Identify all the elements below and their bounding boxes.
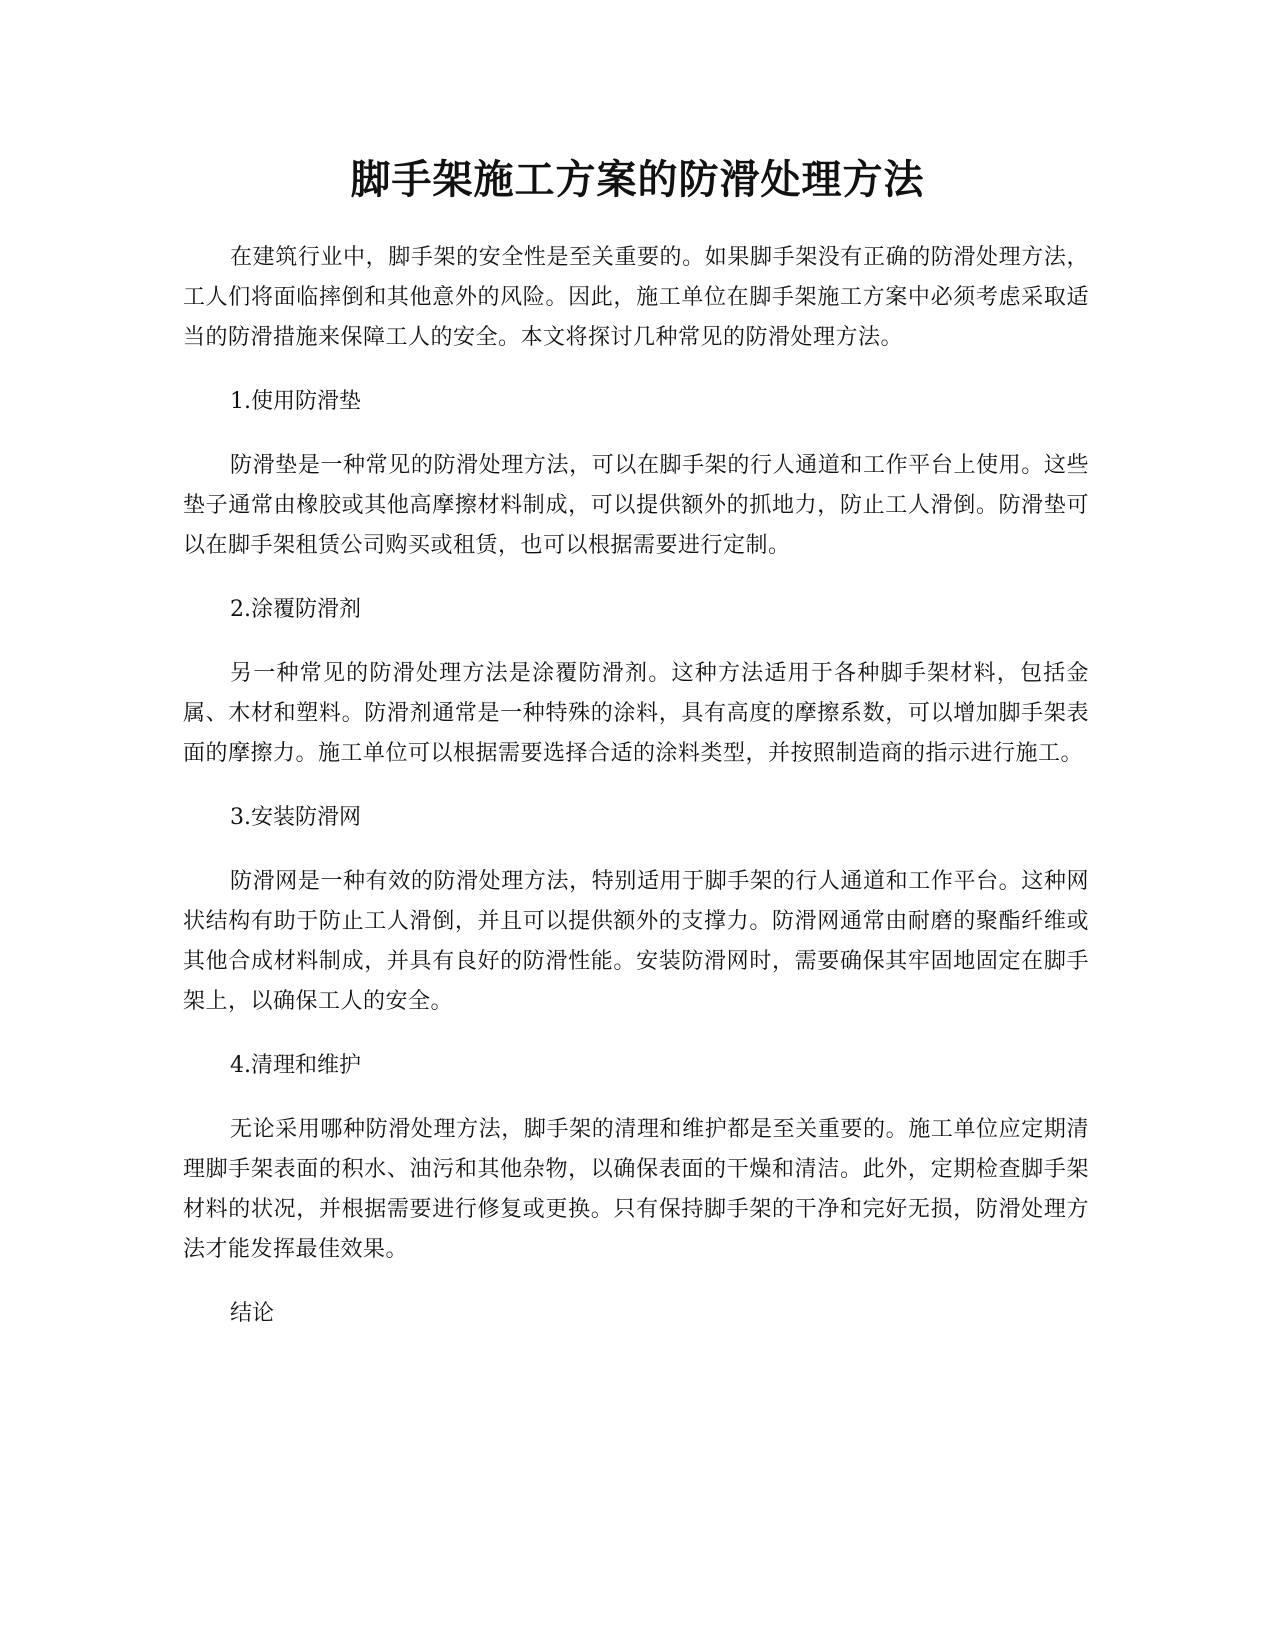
section-2-paragraph: 另一种常见的防滑处理方法是涂覆防滑剂。这种方法适用于各种脚手架材料，包括金属、木材和塑料。防滑剂通常是一种特殊的涂料，具有高度的摩擦系数，可以增加脚手架表面的摩擦力。施工单位可以根据需要选择合适的涂料类型，并按照制造商的指示进行施工。 — [183, 661, 1089, 766]
document-title: 脚手架施工方案的防滑处理方法 — [350, 157, 925, 203]
document-body — [183, 238, 1089, 1358]
intro-paragraph: 在建筑行业中，脚手架的安全性是至关重要的。如果脚手架没有正确的防滑处理方法，工人们将面临摔倒和其他意外的风险。因此，施工单位在脚手架施工方案中必须考虑采取适当的防滑措施来保障工人的安全。本文将探讨几种常见的防滑处理方法。 — [183, 245, 1089, 350]
conclusion-heading: 结论 — [230, 1301, 275, 1326]
section-heading-2: 2.涂覆防滑剂 — [230, 597, 361, 622]
section-heading-1: 1.使用防滑垫 — [230, 389, 361, 414]
section-1-paragraph: 防滑垫是一种常见的防滑处理方法，可以在脚手架的行人通道和工作平台上使用。这些垫子通常由橡胶或其他高摩擦材料制成，可以提供额外的抓地力，防止工人滑倒。防滑垫可以在脚手架租赁公司购买或租赁，也可以根据需要进行定制。 — [183, 453, 1089, 558]
section-heading-4: 4.清理和维护 — [230, 1053, 361, 1078]
section-heading-3: 3.安装防滑网 — [230, 805, 361, 830]
section-3-paragraph: 防滑网是一种有效的防滑处理方法，特别适用于脚手架的行人通道和工作平台。这种网状结构有助于防止工人滑倒，并且可以提供额外的支撑力。防滑网通常由耐磨的聚酯纤维或其他合成材料制成，并具有良好的防滑性能。安装防滑网时，需要确保其牢固地固定在脚手架上，以确保工人的安全。 — [183, 869, 1089, 1014]
section-4-paragraph: 无论采用哪种防滑处理方法，脚手架的清理和维护都是至关重要的。施工单位应定期清理脚手架表面的积水、油污和其他杂物，以确保表面的干燥和清洁。此外，定期检查脚手架材料的状况，并根据需要进行修复或更换。只有保持脚手架的干净和完好无损，防滑处理方法才能发挥最佳效果。 — [183, 1117, 1089, 1262]
